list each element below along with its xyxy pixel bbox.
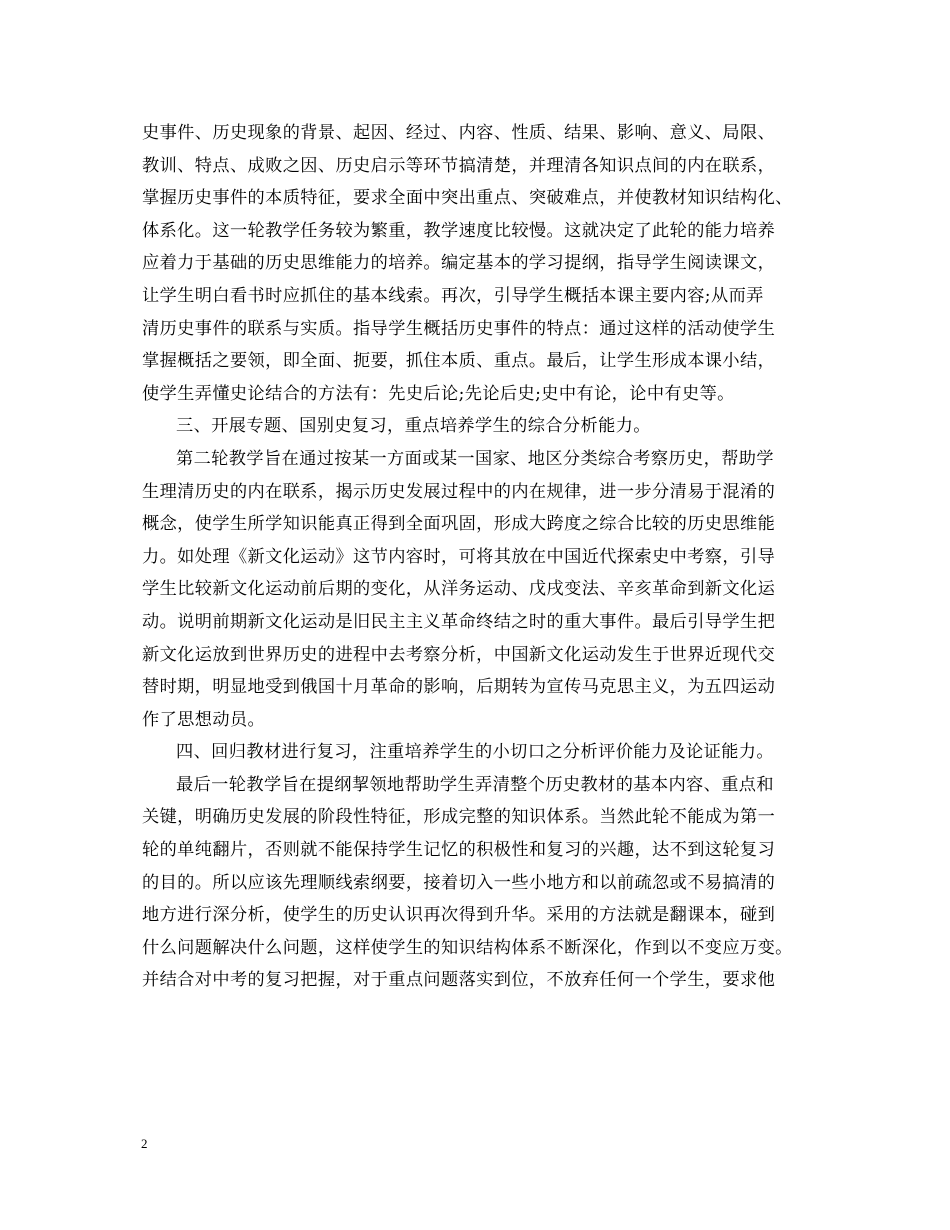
section-heading: 四、回归教材进行复习，注重培养学生的小切口之分析评价能力及论证能力。 <box>176 742 774 763</box>
text-line: 地方进行深分析，使学生的历史认识再次得到升华。采用的方法就是翻课本，碰到 <box>142 905 776 926</box>
body-text <box>142 117 832 997</box>
text-line: 力。如处理《新文化运动》这节内容时，可将其放在中国近代探索史中考察，引导 <box>142 546 776 567</box>
text-line: 学生比较新文化运动前后期的变化，从洋务运动、戊戌变法、辛亥革命到新文化运 <box>142 579 776 600</box>
text-line: 并结合对中考的复习把握，对于重点问题落实到位，不放弃任何一个学生，要求他 <box>142 970 776 991</box>
text-line: 新文化运放到世界历史的进程中去考察分析，中国新文化运动发生于世界近现代交 <box>142 644 776 665</box>
text-line: 使学生弄懂史论结合的方法有：先史后论;先论后史;史中有论，论中有史等。 <box>142 383 735 404</box>
text-line: 掌握概括之要领，即全面、扼要，抓住本质、重点。最后，让学生形成本课小结， <box>142 351 776 372</box>
text-line: 什么问题解决什么问题，这样使学生的知识结构体系不断深化，作到以不变应万变。 <box>142 937 793 958</box>
text-line: 替时期，明显地受到俄国十月革命的影响，后期转为宣传马克思主义，为五四运动 <box>142 677 776 698</box>
text-line: 作了思想动员。 <box>142 709 266 730</box>
paragraph-start: 最后一轮教学旨在提纲挈领地帮助学生弄清整个历史教材的基本内容、重点和 <box>176 774 774 795</box>
text-line: 的目的。所以应该先理顺线索纲要，接着切入一些小地方和以前疏忽或不易搞清的 <box>142 872 776 893</box>
text-line: 关键，明确历史发展的阶段性特征，形成完整的知识体系。当然此轮不能成为第一 <box>142 807 776 828</box>
text-line: 概念，使学生所学知识能真正得到全面巩固，形成大跨度之综合比较的历史思维能 <box>142 514 776 535</box>
paragraph-start: 第二轮教学旨在通过按某一方面或某一国家、地区分类综合考察历史，帮助学 <box>176 448 774 469</box>
text-line: 让学生明白看书时应抓住的基本线索。再次，引导学生概括本课主要内容;从而弄 <box>142 285 764 306</box>
text-line: 掌握历史事件的本质特征，要求全面中突出重点、突破难点，并使教材知识结构化、 <box>142 188 793 209</box>
page-number: 2 <box>141 1136 148 1151</box>
text-line: 史事件、历史现象的背景、起因、经过、内容、性质、结果、影响、意义、局限、 <box>142 123 776 143</box>
section-heading: 三、开展专题、国别史复习，重点培养学生的综合分析能力。 <box>176 416 651 437</box>
text-line: 轮的单纯翻片，否则就不能保持学生记忆的积极性和复习的兴趣，达不到这轮复习 <box>142 840 776 861</box>
text-line: 清历史事件的联系与实质。指导学生概括历史事件的特点：通过这样的活动使学生 <box>142 318 776 339</box>
text-line: 教训、特点、成败之因、历史启示等环节搞清楚，并理清各知识点间的内在联系， <box>142 155 776 176</box>
text-line: 生理清历史的内在联系，揭示历史发展过程中的内在规律，进一步分清易于混淆的 <box>142 481 776 502</box>
text-line: 应着力于基础的历史思维能力的培养。编定基本的学习提纲，指导学生阅读课文， <box>142 253 776 274</box>
text-line: 动。说明前期新文化运动是旧民主主义革命终结之时的重大事件。最后引导学生把 <box>142 611 776 632</box>
text-line: 体系化。这一轮教学任务较为繁重，教学速度比较慢。这就决定了此轮的能力培养 <box>142 220 776 241</box>
